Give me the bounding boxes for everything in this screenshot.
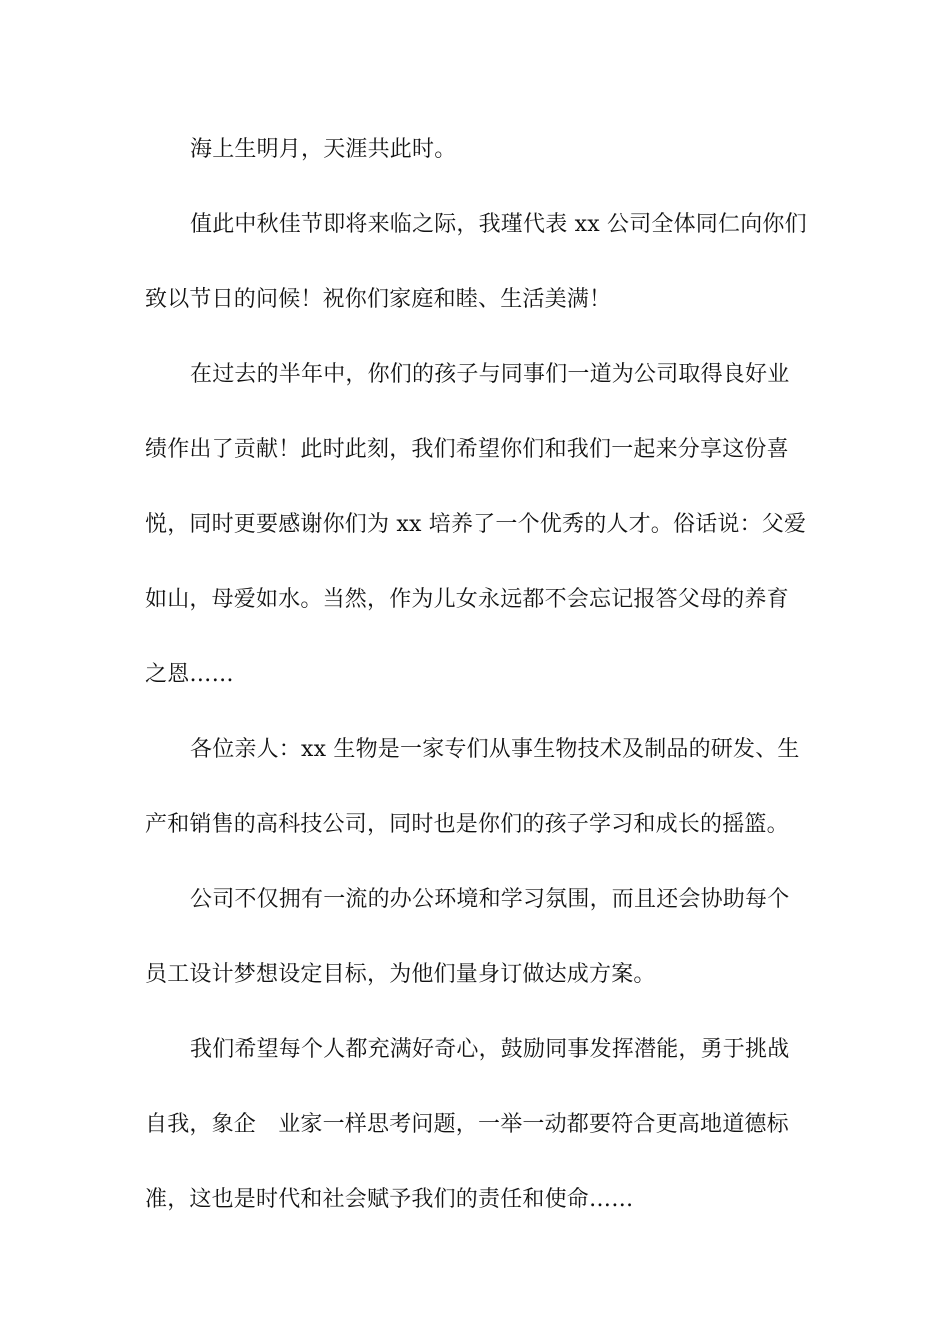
paragraph-1-line-1: 海上生明月，天涯共此时。: [190, 137, 457, 162]
paragraph-3-line-2: 绩作出了贡献！此时此刻，我们希望你们和我们一起来分享这份喜: [145, 437, 789, 462]
paragraph-6-line-3: 准，这也是时代和社会赋予我们的责任和使命……: [145, 1187, 634, 1212]
paragraph-6-line-1: 我们希望每个人都充满好奇心，鼓励同事发挥潜能，勇于挑战: [190, 1037, 790, 1062]
paragraph-3-line-5: 之恩……: [145, 662, 234, 687]
paragraph-2-line-1: 值此中秋佳节即将来临之际，我瑾代表 xx 公司全体同仁向你们: [190, 212, 807, 237]
paragraph-5-line-1: 公司不仅拥有一流的办公环境和学习氛围，而且还会协助每个: [190, 887, 790, 912]
paragraph-3-line-3: 悦，同时更要感谢你们为 xx 培养了一个优秀的人才。俗话说：父爱: [145, 512, 807, 537]
paragraph-3-line-4: 如山，母爱如水。当然，作为儿女永远都不会忘记报答父母的养育: [145, 587, 789, 612]
paragraph-4-line-1: 各位亲人：xx 生物是一家专们从事生物技术及制品的研发、生: [190, 737, 800, 762]
paragraph-3-line-1: 在过去的半年中，你们的孩子与同事们一道为公司取得良好业: [190, 362, 790, 387]
paragraph-6-line-2: 自我，象企 业家一样思考问题，一举一动都要符合更高地道德标: [145, 1112, 789, 1137]
paragraph-4-line-2: 产和销售的高科技公司，同时也是你们的孩子学习和成长的摇篮。: [145, 812, 789, 837]
paragraph-5-line-2: 员工设计梦想设定目标，为他们量身订做达成方案。: [145, 962, 656, 987]
paragraph-2-line-2: 致以节日的问候！祝你们家庭和睦、生活美满！: [145, 287, 612, 312]
